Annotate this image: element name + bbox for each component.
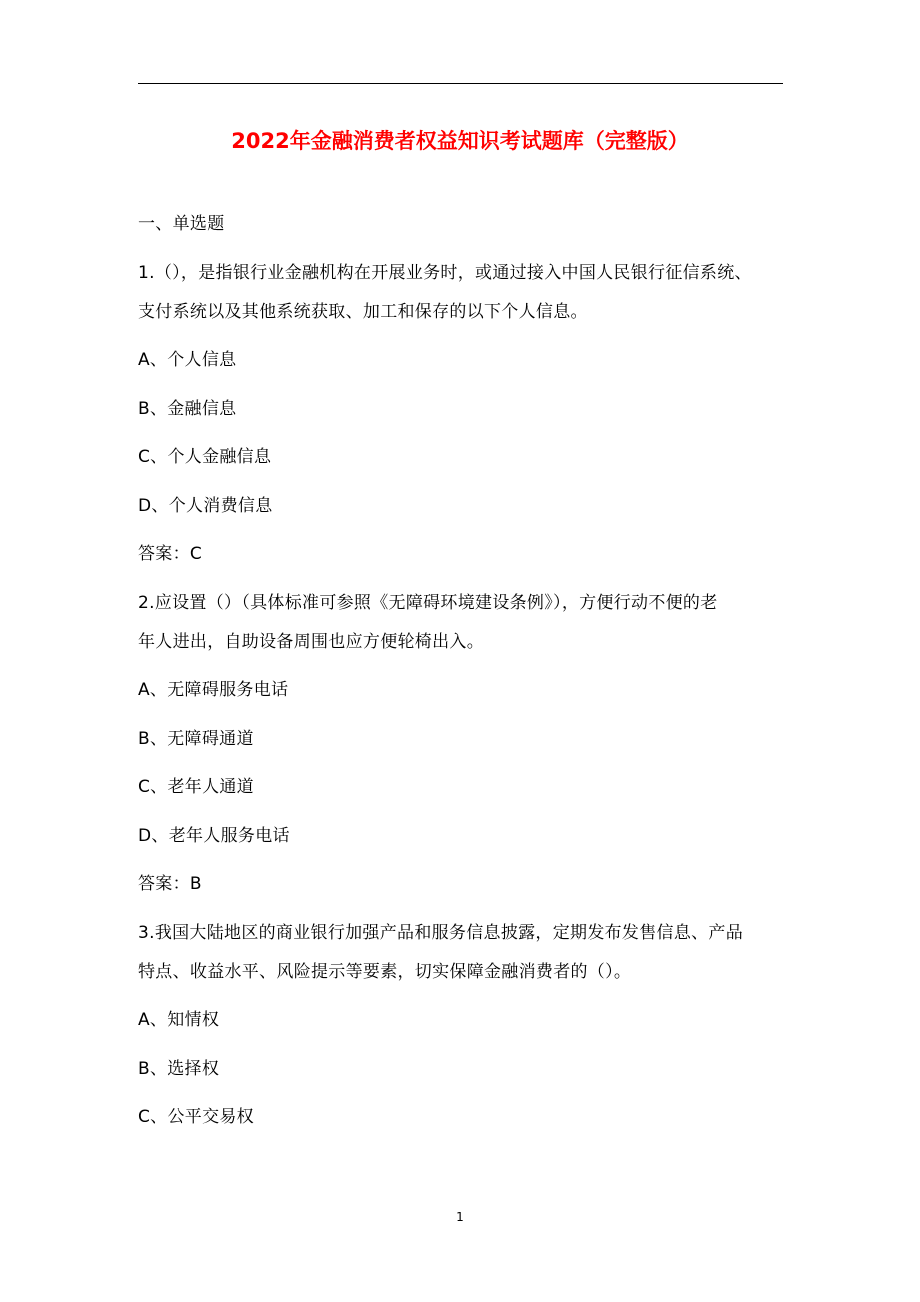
question-3-line-1: 3.我国大陆地区的商业银行加强产品和服务信息披露，定期发布发售信息、产品: [138, 922, 744, 943]
question-2-option-b: B、无障碍通道: [138, 728, 254, 749]
section-heading: 一、单选题: [138, 214, 225, 234]
page-number: 1: [456, 1210, 464, 1224]
question-2-option-c: C、老年人通道: [138, 777, 254, 797]
question-2-option-a: A、无障碍服务电话: [138, 680, 289, 700]
question-3-option-a: A、知情权: [138, 1010, 220, 1030]
question-1-option-b: B、金融信息: [138, 398, 237, 419]
question-3-option-b: B、选择权: [138, 1058, 220, 1079]
question-3-option-c: C、公平交易权: [138, 1107, 254, 1127]
question-2-line-2: 年人进出，自助设备周围也应方便轮椅出入。: [138, 631, 484, 652]
question-2-option-d: D、老年人服务电话: [138, 825, 290, 846]
question-1-line-2: 支付系统以及其他系统获取、加工和保存的以下个人信息。: [138, 301, 588, 322]
question-2-line-1: 2.应设置（）（具体标准可参照《无障碍环境建设条例》），方便行动不便的老: [138, 592, 718, 613]
question-1-option-d: D、个人消费信息: [138, 495, 273, 516]
question-3-line-2: 特点、收益水平、风险提示等要素，切实保障金融消费者的（）。: [138, 961, 632, 982]
question-1-line-1: 1.（），是指银行业金融机构在开展业务时，或通过接入中国人民银行征信系统、: [138, 262, 752, 283]
question-2-answer: 答案：B: [138, 874, 202, 894]
question-1-answer: 答案：C: [138, 544, 203, 564]
question-1-option-a: A、个人信息: [138, 350, 237, 370]
question-1-option-c: C、个人金融信息: [138, 447, 272, 467]
document-body: [138, 207, 788, 1149]
document-title: 2022年金融消费者权益知识考试题库（完整版）: [231, 129, 689, 153]
header-rule: [138, 83, 783, 84]
